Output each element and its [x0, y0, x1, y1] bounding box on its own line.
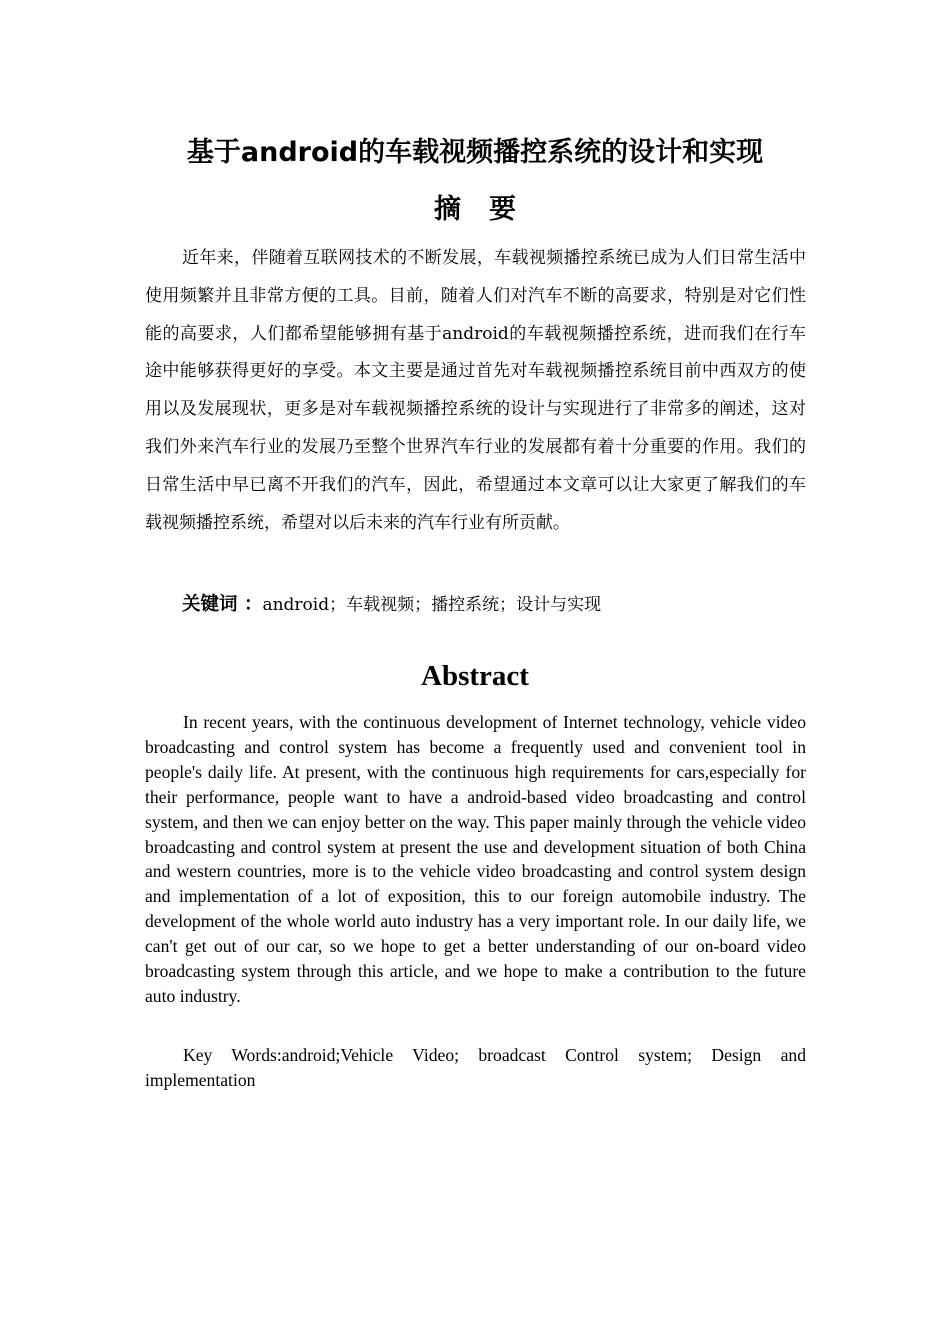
keywords-zh-value: android；车载视频；播控系统；设计与实现	[262, 595, 602, 615]
abstract-zh-body: 近年来，伴随着互联网技术的不断发展，车载视频播控系统已成为人们日常生活中使用频繁并且非常方便的工具。目前，随着人们对汽车不断的高要求，特别是对它们性能的高要求，人们都希望能够拥有基于android的车载视频播控系统，进而我们在行车途中能够获得更好的享受。本文主要是通过首先对车载视频播控系统目前中西双方的使用以及发展现状，更多是对车载视频播控系统的设计与实现进行了非常多的阐述，这对我们外来汽车行业的发展乃至整个世界汽车行业的发展都有着十分重要的作用。我们的日常生活中早已离不开我们的汽车，因此，希望通过本文章可以让大家更了解我们的车载视频播控系统，希望对以后未来的汽车行业有所贡献。	[145, 248, 806, 533]
abstract-en-body: In recent years, with the continuous development of Internet technology, vehicle video broadcasting and control system has become a frequently used and convenient tool in people's daily life. At present, with the continuous high requirements for cars,especially for their performance, people want to have a android-based video broadcasting and control system, and then we can enjoy better on the way. This paper mainly through the vehicle video broadcasting and control system at present the use and development situation of both China and western countries, more is to the vehicle video broadcasting and control system design and implementation of a lot of exposition, this to our foreign automobile industry. The development of the whole world auto industry has a very important role. In our daily life, we can't get out of our car, so we hope to get a better understanding of our on-board video broadcasting system through this article, and we hope to make a contribution to the future auto industry.	[145, 712, 806, 1006]
document-title: 基于android的车载视频播控系统的设计和实现	[186, 137, 764, 168]
keywords-zh	[182, 586, 812, 624]
abstract-zh-heading: 摘要	[434, 194, 544, 225]
keywords-en: Key Words:android;Vehicle Video; broadcast Control system; Design and implementation	[145, 1045, 806, 1090]
keywords-zh-label: 关键词 ：	[182, 594, 263, 615]
abstract-en-heading: Abstract	[421, 660, 529, 692]
